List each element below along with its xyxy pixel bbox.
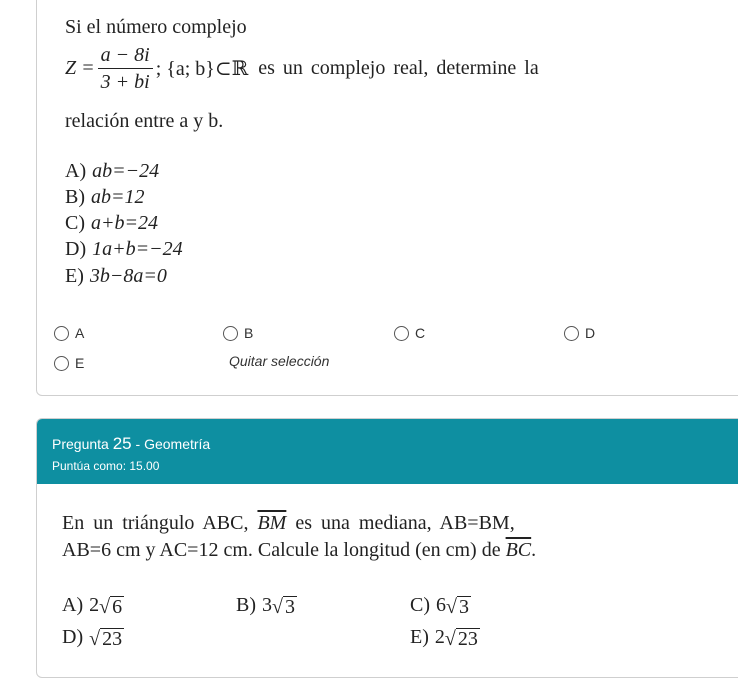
option-letter: E) bbox=[65, 265, 84, 287]
question-25-title bbox=[52, 434, 210, 454]
radio-d[interactable] bbox=[564, 326, 579, 341]
choice-e[interactable] bbox=[54, 355, 84, 371]
choice-c-label: C bbox=[415, 325, 426, 341]
choice-b-label: B bbox=[244, 325, 254, 341]
option-coefficient: 2 bbox=[89, 594, 100, 616]
question-25-line1 bbox=[62, 512, 515, 535]
clear-selection-link[interactable]: Quitar selección bbox=[229, 353, 330, 369]
question-category: - Geometría bbox=[135, 436, 211, 452]
statement-rest: es un complejo real, determine la bbox=[258, 57, 539, 79]
radical-sign-icon: √ bbox=[446, 596, 457, 618]
radio-c[interactable] bbox=[394, 326, 409, 341]
option-radicand: 23 bbox=[102, 628, 123, 650]
fraction-denominator: 3 + bi bbox=[100, 71, 150, 93]
option-letter: B) bbox=[236, 594, 256, 616]
radical-sign-icon: √ bbox=[89, 628, 101, 650]
option-radicand: 3 bbox=[284, 596, 295, 618]
radio-e[interactable] bbox=[54, 356, 69, 371]
option-line bbox=[65, 238, 183, 261]
option-radicand: 23 bbox=[457, 628, 478, 650]
option-line bbox=[62, 594, 124, 617]
radio-b[interactable] bbox=[223, 326, 238, 341]
option-letter: D) bbox=[62, 626, 84, 648]
option-letter: D) bbox=[65, 238, 87, 260]
option-coefficient: 6 bbox=[436, 594, 446, 616]
option-radicand: 3 bbox=[458, 596, 469, 618]
option-line bbox=[65, 265, 167, 288]
option-letter: C) bbox=[65, 212, 85, 234]
option-line bbox=[62, 626, 124, 649]
option-radicand: 6 bbox=[112, 596, 123, 618]
square-root bbox=[89, 628, 124, 649]
option-expression: ab=12 bbox=[91, 186, 145, 208]
square-root bbox=[272, 596, 297, 617]
choice-a-label: A bbox=[75, 325, 85, 341]
question-24-intro: Si el número complejo bbox=[65, 16, 247, 38]
line2-start: AB=6 cm y AC=12 cm. Calcule la longitud (en cm) de bbox=[62, 539, 501, 561]
choice-b[interactable] bbox=[223, 325, 253, 341]
question-25-header bbox=[37, 419, 738, 484]
set-condition: ; {a; b}⊂ℝ bbox=[155, 58, 249, 80]
segment-bm: $\overline{BM}$ bbox=[257, 512, 287, 534]
square-root bbox=[99, 596, 124, 617]
option-expression: 1a+b=−24 bbox=[92, 238, 183, 260]
radical-sign-icon: √ bbox=[99, 596, 111, 618]
option-line bbox=[236, 594, 297, 617]
option-line bbox=[65, 186, 145, 209]
option-expression: 3b−8a=0 bbox=[89, 265, 167, 287]
question-24-equation bbox=[65, 44, 539, 93]
option-coefficient: 3 bbox=[262, 594, 272, 616]
option-line bbox=[410, 626, 480, 649]
option-letter: A) bbox=[62, 594, 84, 616]
fraction-numerator: a − 8i bbox=[98, 44, 153, 69]
question-points: Puntúa como: 15.00 bbox=[52, 459, 160, 473]
radio-a[interactable] bbox=[54, 326, 69, 341]
option-letter: A) bbox=[65, 160, 87, 182]
option-line bbox=[410, 594, 471, 617]
option-expression: a+b=24 bbox=[91, 212, 158, 234]
question-25-line2 bbox=[62, 539, 536, 562]
choice-e-label: E bbox=[75, 355, 85, 371]
option-expression: ab=−24 bbox=[92, 160, 160, 182]
segment-bc: $\overline{BC}$ bbox=[505, 539, 532, 561]
choice-d-label: D bbox=[585, 325, 596, 341]
option-line bbox=[65, 160, 159, 183]
square-root bbox=[446, 596, 471, 617]
choice-c[interactable] bbox=[394, 325, 425, 341]
question-label: Pregunta bbox=[52, 436, 109, 452]
option-line bbox=[65, 212, 158, 235]
radical-sign-icon: √ bbox=[272, 596, 283, 618]
question-24-line2: relación entre a y b. bbox=[65, 110, 224, 132]
option-letter: E) bbox=[410, 626, 429, 648]
option-letter: C) bbox=[410, 594, 430, 616]
line1-end: es una mediana, AB=BM, bbox=[295, 512, 515, 534]
radical-sign-icon: √ bbox=[444, 628, 456, 650]
option-coefficient: 2 bbox=[434, 626, 445, 648]
line1-start: En un triángulo ABC, bbox=[62, 512, 249, 534]
fraction bbox=[98, 44, 153, 93]
square-root bbox=[445, 628, 480, 649]
line2-end: . bbox=[531, 539, 537, 561]
z-label: Z = bbox=[65, 57, 95, 79]
choice-d[interactable] bbox=[564, 325, 595, 341]
choice-a[interactable] bbox=[54, 325, 84, 341]
option-letter: B) bbox=[65, 186, 85, 208]
question-number: 25 bbox=[112, 434, 132, 453]
